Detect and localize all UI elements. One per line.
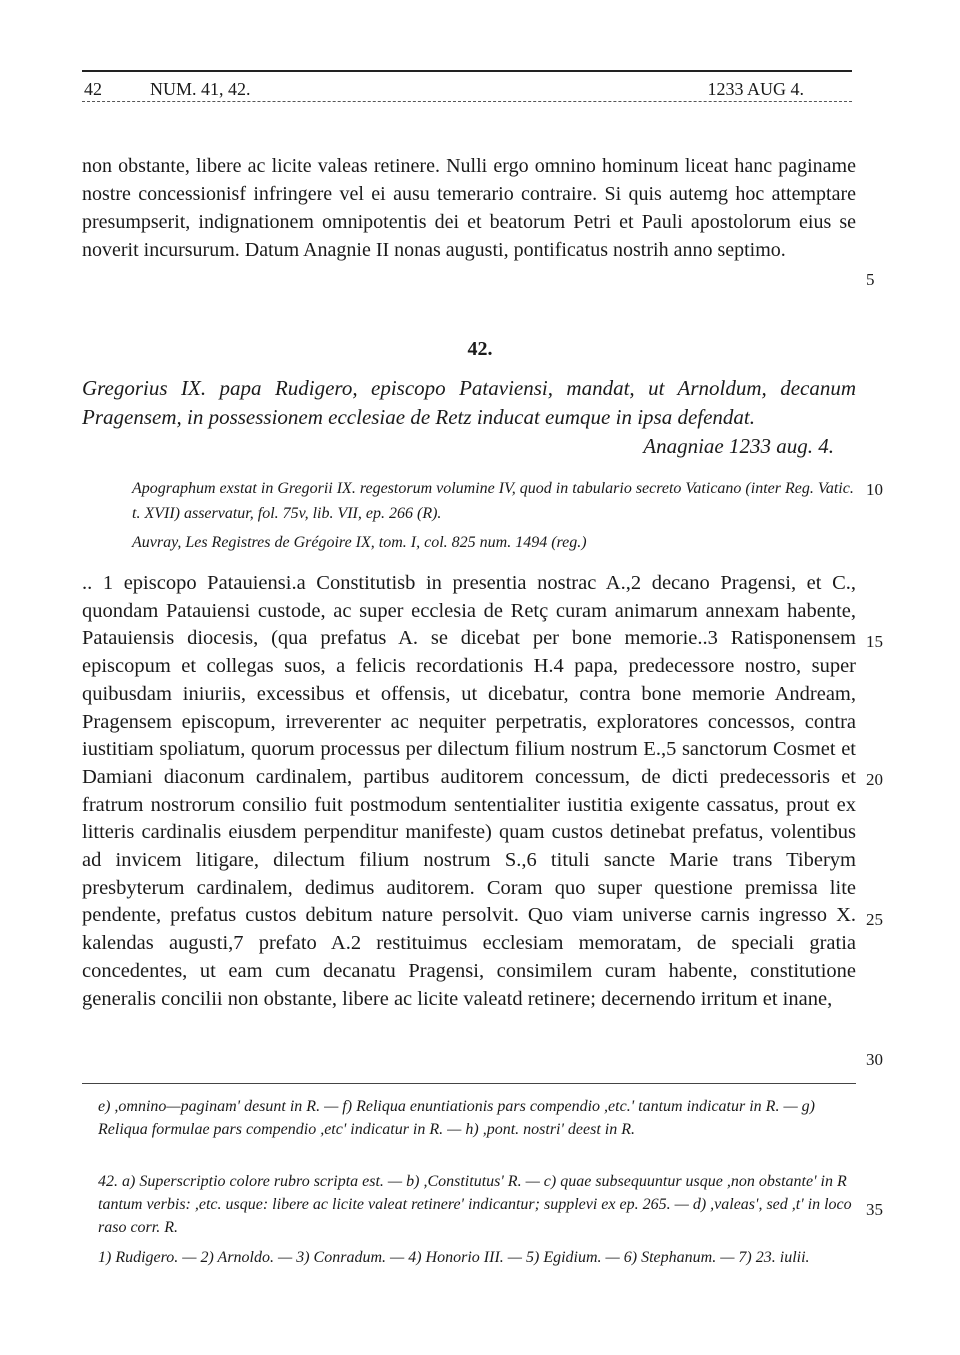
line-number: 5 xyxy=(866,270,875,289)
line-number: 10 xyxy=(866,480,883,499)
footnote-block: e) ,omnino—paginam' desunt in R. — f) Reliqua enuntiationis pars compendio ,etc.' tantum indicatur in R. — g) Reliqua formulae pars compendio ,etc' indicatur in R. — h) ,pont. nostri' deest in R. xyxy=(98,1098,815,1138)
source-note: Apographum exstat in Gregorii IX. regestorum volumine IV, quod in tabulario secreto Vaticano (inter Reg. Vatic. t. XVII) asservatur, fol. 75v, lib. VII, ep. 266 (R). xyxy=(132,480,854,522)
footnote-block: 1) Rudigero. — 2) Arnoldo. — 3) Conradum. — 4) Honorio III. — 5) Egidium. — 6) Stephanum. — 7) 23. iulii. xyxy=(98,1249,810,1266)
document-number: 42. xyxy=(467,338,493,360)
previous-document-ending: non obstante, libere ac licite valeas retinere. Nulli ergo omnino hominum liceat hanc paginame nostre concessionisf infringere vel ei ausu temerario contraire. Si quis autemg hoc attemptare presumpserit, indignationem omnipotentis dei et beatorum Petri et Pauli apostolorum eius se noverit incursurum. Datum Anagnie II nonas augusti, pontificatus nostrih anno septimo. xyxy=(82,155,856,261)
line-number: 20 xyxy=(866,770,883,789)
main-text: .. 1 episcopo Patauiensi.a Constitutisb in presentia nostrac A.,2 decano Pragensi, et C., quondam Patauiensi custode, ac super ecclesia de Retç curam animarum annexam habente, Patauiensis diocesis, (qua prefatus A. se dicebat per bone memorie..3 Ratisponensem episcopum et collegas suos, a felicis recordationis H.4 papa, predecessore nostro, super quibusdam iniuriis, excessibus et offensis, ut dicebatur, contra bone memorie Andream, Pragensem episcopum, irreverenter ac nequiter perpetratis, exploratores concessos, contra iustitiam spoliatum, quorum processus per dilectum filium nostrum E.,5 sanctorum Cosmet et Damiani diaconum cardinalem, partibus auditorem concessum, de dicti predecessoris et fratrum nostrorum consilio fuit postmodum sententialiter iustitia exigente cassatus, prout ex litteris cardinalis eiusdem perpenditur manifeste) quam custos detinebat prefatus, volentibus ad invicem litigare, dilectum filium nostrum S.,6 tituli sancte Marie trans Tiberym presbyterum cardinalem, dedimus auditorem. Coram quo super questione premissa lite pendente, prefatus custos debitum nature persolvit. Quo viam universe carnis ingresso X. kalendas augusti,7 prefato A.2 restituimus ecclesiam memoratam, de speciali gratia concedentes, ut eam cum decanatu Pragensi, consimilem curam habente, constitutione generalis concilii non obstante, libere ac licite valeatd retinere; decernendo irritum et inane, xyxy=(82,572,856,1010)
header-rule-top xyxy=(82,70,852,72)
footnote-rule xyxy=(82,1083,856,1084)
line-number: 30 xyxy=(866,1050,883,1069)
summary-place-date: Anagniae 1233 aug. 4. xyxy=(643,434,834,458)
summary-text: Gregorius IX. papa Rudigero, episcopo Pataviensi, mandat, ut Arnoldum, decanum Pragensem, in possessionem ecclesiae de Retz inducat eumque in ipsa defendat. xyxy=(82,376,856,429)
line-number: 35 xyxy=(866,1200,883,1219)
line-number: 15 xyxy=(866,632,883,651)
header-date: 1233 AUG 4. xyxy=(707,79,804,99)
footnote-block: 42. a) Superscriptio colore rubro scripta est. — b) ,Constitutus' R. — c) quae subsequuntur usque ,non obstante' in R tantum verbis: ,etc. usque: libere ac licite valeat retinere' indicantur; supplevi ex ep. 265. — d) ,valeas', sed ,t' in loco raso corr. R. xyxy=(98,1173,852,1236)
source-note: Auvray, Les Registres de Grégoire IX, tom. I, col. 825 num. 1494 (reg.) xyxy=(132,534,587,551)
header-rule-bottom xyxy=(82,101,852,102)
document-summary xyxy=(82,374,856,458)
page-number: 42 xyxy=(84,79,102,99)
line-number: 25 xyxy=(866,910,883,929)
header-title: NUM. 41, 42. xyxy=(150,79,251,99)
